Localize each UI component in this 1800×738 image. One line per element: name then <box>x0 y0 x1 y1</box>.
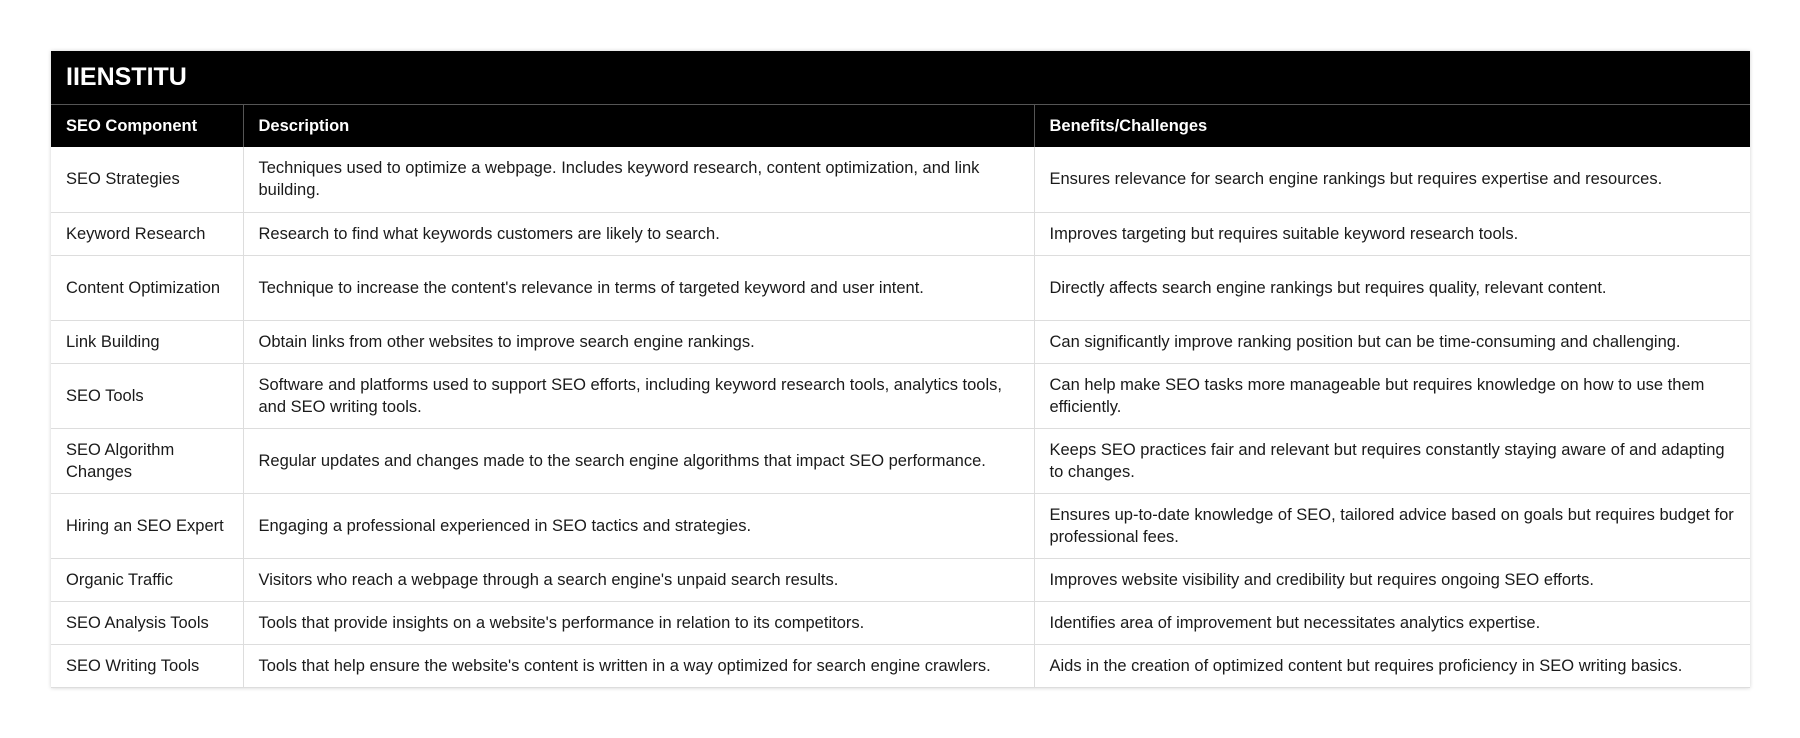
cell-component: Keyword Research <box>51 212 243 255</box>
table-row <box>51 493 1750 558</box>
cell-description: Techniques used to optimize a webpage. Includes keyword research, content optimization, and link building. <box>243 147 1034 212</box>
cell-description: Engaging a professional experienced in SEO tactics and strategies. <box>243 493 1034 558</box>
cell-component: Hiring an SEO Expert <box>51 493 243 558</box>
cell-benefits: Directly affects search engine rankings but requires quality, relevant content. <box>1034 255 1750 320</box>
cell-description: Regular updates and changes made to the search engine algorithms that impact SEO performance. <box>243 428 1034 493</box>
cell-component: SEO Strategies <box>51 147 243 212</box>
cell-component: SEO Writing Tools <box>51 644 243 687</box>
cell-component: SEO Analysis Tools <box>51 601 243 644</box>
cell-benefits: Keeps SEO practices fair and relevant but requires constantly staying aware of and adapting to changes. <box>1034 428 1750 493</box>
cell-benefits: Improves targeting but requires suitable keyword research tools. <box>1034 212 1750 255</box>
table-row <box>51 601 1750 644</box>
cell-component: Link Building <box>51 320 243 363</box>
table-title-row <box>51 51 1750 105</box>
cell-benefits: Ensures up-to-date knowledge of SEO, tailored advice based on goals but requires budget for professional fees. <box>1034 493 1750 558</box>
table-title: IIENSTITU <box>51 51 1750 105</box>
table-row <box>51 363 1750 428</box>
table-row <box>51 212 1750 255</box>
cell-description: Software and platforms used to support SEO efforts, including keyword research tools, analytics tools, and SEO writing tools. <box>243 363 1034 428</box>
table-row <box>51 644 1750 687</box>
cell-description: Research to find what keywords customers are likely to search. <box>243 212 1034 255</box>
cell-component: SEO Algorithm Changes <box>51 428 243 493</box>
seo-table-container <box>51 51 1750 688</box>
column-header-seo-component: SEO Component <box>51 105 243 148</box>
cell-benefits: Improves website visibility and credibility but requires ongoing SEO efforts. <box>1034 558 1750 601</box>
cell-description: Tools that provide insights on a website's performance in relation to its competitors. <box>243 601 1034 644</box>
seo-components-table <box>51 51 1750 688</box>
cell-description: Visitors who reach a webpage through a search engine's unpaid search results. <box>243 558 1034 601</box>
cell-benefits: Can help make SEO tasks more manageable but requires knowledge on how to use them efficiently. <box>1034 363 1750 428</box>
cell-description: Technique to increase the content's relevance in terms of targeted keyword and user intent. <box>243 255 1034 320</box>
cell-description: Obtain links from other websites to improve search engine rankings. <box>243 320 1034 363</box>
cell-component: SEO Tools <box>51 363 243 428</box>
cell-description: Tools that help ensure the website's content is written in a way optimized for search engine crawlers. <box>243 644 1034 687</box>
table-row <box>51 558 1750 601</box>
column-header-description: Description <box>243 105 1034 148</box>
table-row <box>51 428 1750 493</box>
cell-component: Organic Traffic <box>51 558 243 601</box>
table-row <box>51 320 1750 363</box>
cell-component: Content Optimization <box>51 255 243 320</box>
cell-benefits: Identifies area of improvement but necessitates analytics expertise. <box>1034 601 1750 644</box>
cell-benefits: Can significantly improve ranking position but can be time-consuming and challenging. <box>1034 320 1750 363</box>
column-header-benefits-challenges: Benefits/Challenges <box>1034 105 1750 148</box>
cell-benefits: Ensures relevance for search engine rankings but requires expertise and resources. <box>1034 147 1750 212</box>
cell-benefits: Aids in the creation of optimized content but requires proficiency in SEO writing basics. <box>1034 644 1750 687</box>
table-row <box>51 255 1750 320</box>
table-row <box>51 147 1750 212</box>
table-header-row <box>51 105 1750 148</box>
